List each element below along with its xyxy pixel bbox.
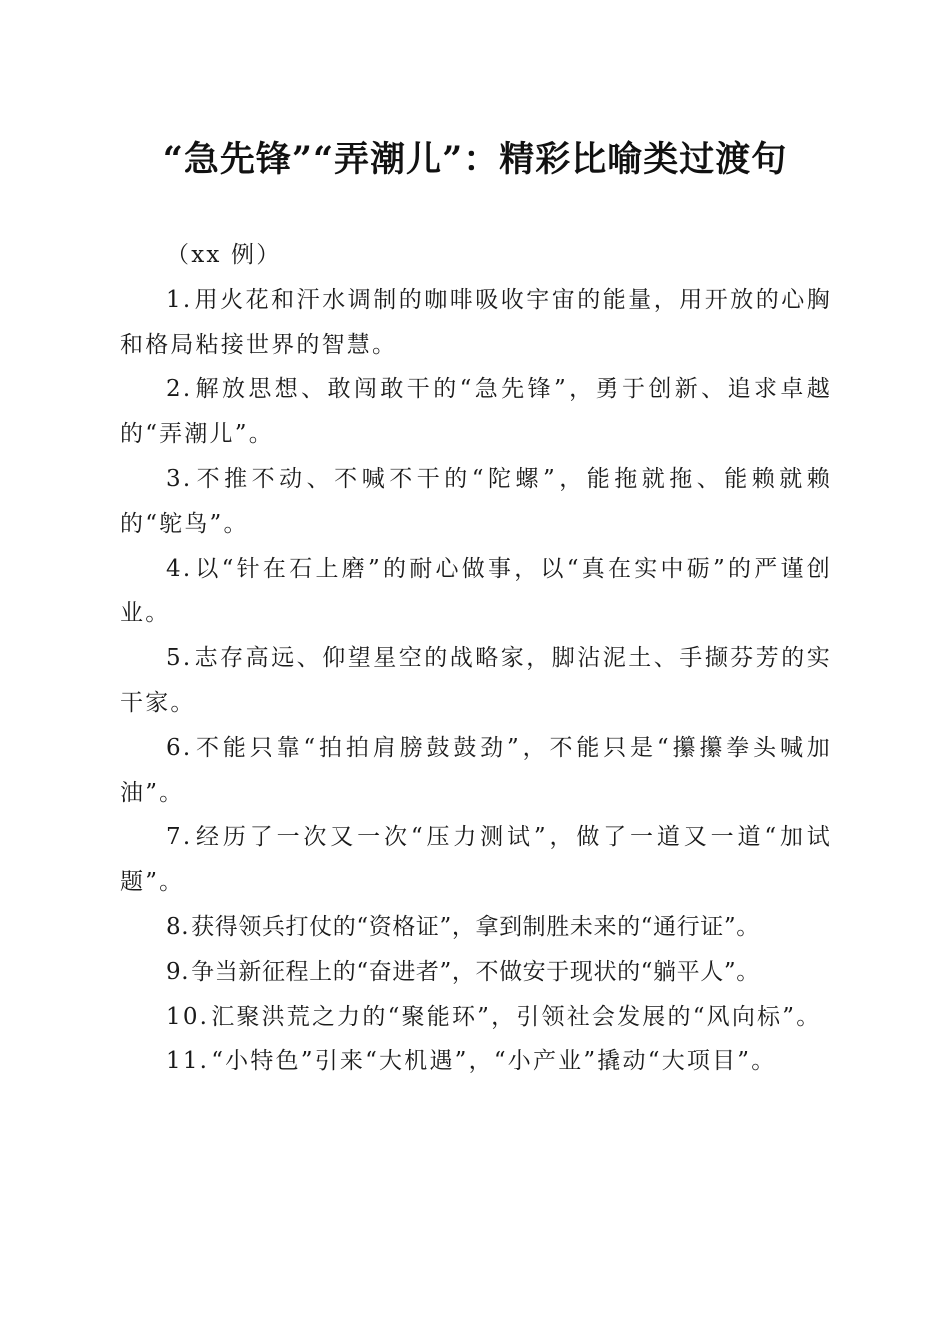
item-number: 6. [166,734,193,761]
list-item [120,815,832,905]
item-text: 获得领兵打仗的“资格证”，拿到制胜未来的“通行证”。 [191,913,760,940]
item-text: 争当新征程上的“奋进者”，不做安于现状的“躺平人”。 [191,958,760,985]
item-text: 不能只靠“拍拍肩膀鼓鼓劲”，不能只是“攥攥拳头喊加油”。 [120,734,832,806]
item-text: “小特色”引来“大机遇”，“小产业”撬动“大项目”。 [211,1048,777,1075]
item-number: 9. [166,958,190,985]
list-item [120,726,832,816]
item-number: 5. [166,645,193,672]
list-item [120,636,832,726]
item-text: 用火花和汗水调制的咖啡吸收宇宙的能量，用开放的心胸和格局粘接世界的智慧。 [120,286,832,358]
item-text: 以“针在石上磨”的耐心做事，以“真在实中砺”的严谨创业。 [120,555,832,627]
item-number: 8. [166,913,190,940]
list-item [120,905,832,950]
item-text: 不推不动、不喊不干的“陀螺”，能拖就拖、能赖就赖的“鸵鸟”。 [120,465,832,537]
item-number: 2. [166,376,193,403]
item-text: 经历了一次又一次“压力测试”，做了一道又一道“加试题”。 [120,824,832,896]
list-item [120,995,832,1040]
list-item [120,278,832,368]
item-text: 汇聚洪荒之力的“聚能环”，引领社会发展的“风向标”。 [211,1003,822,1030]
count-note: （xx 例） [166,242,282,268]
item-number: 10. [166,1003,210,1030]
item-number: 3. [166,465,193,492]
item-number: 4. [166,555,193,582]
list-item [120,950,832,995]
list-item [120,1039,832,1084]
document-body [120,233,832,1084]
list-item [120,547,832,637]
list-item [120,457,832,547]
item-number: 1. [166,286,193,313]
item-text: 志存高远、仰望星空的战略家，脚沾泥土、手撷芬芳的实干家。 [120,645,832,716]
page-title: “急先锋”“弄潮儿”：精彩比喻类过渡句 [162,139,788,180]
item-text: 解放思想、敢闯敢干的“急先锋”，勇于创新、追求卓越的“弄潮儿”。 [120,376,832,448]
item-number: 7. [166,824,193,851]
item-number: 11. [166,1048,210,1075]
list-item [120,367,832,457]
